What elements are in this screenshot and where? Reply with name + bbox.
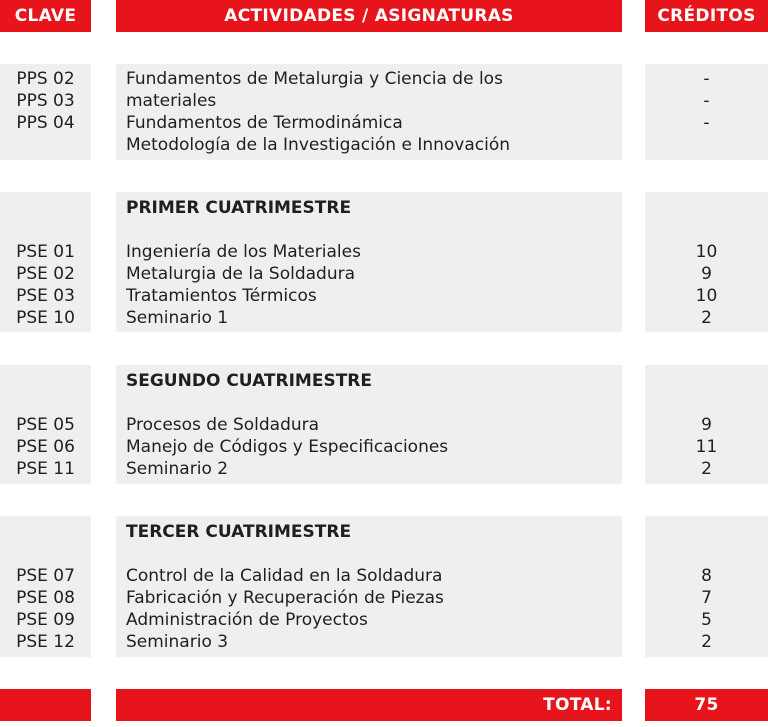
course-code: PSE 07: [16, 566, 75, 586]
footer-clave-cell: [0, 689, 91, 721]
activity-line: Metodología de la Investigación e Innovación: [126, 135, 511, 155]
section-title: TERCER CUATRIMESTRE: [126, 522, 352, 542]
course-code: PSE 06: [16, 437, 75, 457]
credit-value: 7: [701, 588, 712, 608]
course-code: PPS 04: [16, 113, 75, 133]
prereq-codes: [0, 68, 91, 134]
total-label: TOTAL:: [116, 689, 622, 721]
credit-value: -: [703, 69, 710, 89]
course-code: PPS 03: [16, 91, 75, 111]
course-code: PSE 09: [16, 610, 75, 630]
course-name: Administración de Proyectos: [126, 610, 368, 630]
section-codes: [0, 241, 91, 329]
credit-value: 2: [701, 308, 712, 328]
credit-value: 10: [695, 242, 718, 262]
course-code: PPS 02: [16, 69, 75, 89]
section-title: PRIMER CUATRIMESTRE: [126, 198, 352, 218]
course-name: Metalurgia de la Soldadura: [126, 264, 356, 284]
credit-value: -: [703, 91, 710, 111]
credit-value: 9: [701, 415, 712, 435]
total-value: 75: [645, 689, 768, 721]
credit-value: 2: [701, 632, 712, 652]
course-name: Ingeniería de los Materiales: [126, 242, 361, 262]
credit-value: 5: [701, 610, 712, 630]
course-name: Seminario 3: [126, 632, 229, 652]
course-code: PSE 05: [16, 415, 75, 435]
credit-value: 9: [701, 264, 712, 284]
course-name: Tratamientos Térmicos: [126, 286, 317, 306]
section-activities: [126, 241, 620, 329]
course-name: Seminario 2: [126, 459, 229, 479]
prereq-credits: [645, 68, 768, 134]
credit-value: -: [703, 113, 710, 133]
course-code: PSE 12: [16, 632, 75, 652]
course-code: PSE 02: [16, 264, 75, 284]
activity-line: Fundamentos de Termodinámica: [126, 113, 403, 133]
activity-line: materiales: [126, 91, 217, 111]
credit-value: 2: [701, 459, 712, 479]
header-creditos: CRÉDITOS: [645, 0, 768, 32]
course-name: Procesos de Soldadura: [126, 415, 320, 435]
credit-value: 10: [695, 286, 718, 306]
section-credits: [645, 414, 768, 480]
course-name: Control de la Calidad en la Soldadura: [126, 566, 443, 586]
prereq-activities: [126, 68, 620, 156]
header-actividades: ACTIVIDADES / ASIGNATURAS: [116, 0, 622, 32]
course-name: Manejo de Códigos y Especificaciones: [126, 437, 449, 457]
section-codes: [0, 414, 91, 480]
course-code: PSE 03: [16, 286, 75, 306]
section-codes: [0, 565, 91, 653]
course-code: PSE 01: [16, 242, 75, 262]
credit-value: 11: [695, 437, 718, 457]
section-title: SEGUNDO CUATRIMESTRE: [126, 371, 373, 391]
section-credits: [645, 241, 768, 329]
section-activities: [126, 414, 620, 480]
header-clave: CLAVE: [0, 0, 91, 32]
credit-value: 8: [701, 566, 712, 586]
section-credits: [645, 565, 768, 653]
activity-line: Fundamentos de Metalurgia y Ciencia de los: [126, 69, 503, 89]
course-code: PSE 08: [16, 588, 75, 608]
section-activities: [126, 565, 620, 653]
course-name: Fabricación y Recuperación de Piezas: [126, 588, 444, 608]
course-code: PSE 10: [16, 308, 75, 328]
course-name: Seminario 1: [126, 308, 229, 328]
course-code: PSE 11: [16, 459, 75, 479]
